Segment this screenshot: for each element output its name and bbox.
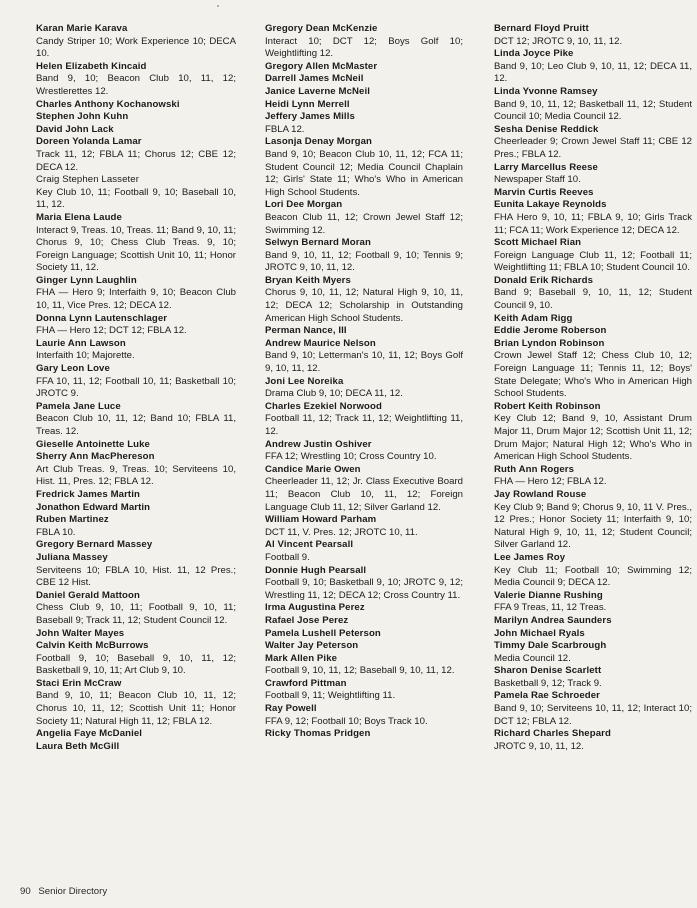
directory-column-2: [265, 23, 463, 741]
student-name: Linda Yvonne Ramsey: [494, 85, 598, 97]
student-name: Bernard Floyd Pruitt: [494, 23, 589, 34]
student-activities: Band 9, 10, 11; Beacon Club 10, 11, 12; Chorus 10, 11, 12; Scottish Unit 11; Honor Society 11; Natural High 11, 12; FBLA 12.: [36, 690, 236, 727]
directory-entry: [36, 111, 236, 124]
student-name: Selwyn Bernard Moran: [265, 237, 371, 249]
directory-column-1: [36, 23, 236, 753]
student-activities: Band 9; Baseball 9, 10, 11, 12; Student Council 9, 10.: [494, 287, 692, 312]
directory-entry: [36, 728, 236, 741]
student-name: Laura Beth McGill: [36, 740, 120, 752]
directory-entry: [494, 275, 692, 313]
directory-entry: [265, 275, 463, 325]
directory-entry: [36, 174, 236, 212]
directory-entry: [265, 136, 463, 199]
directory-entry: [494, 23, 692, 48]
student-name: Ruth Ann Rogers: [494, 463, 575, 475]
student-name: Larry Marcellus Reese: [494, 161, 598, 173]
student-activities: Foreign Language Club 11, 12; Football 11; Weightlifting 11; FBLA 10; Student Council 10.: [494, 249, 692, 274]
student-name: Al Vincent Pearsall: [265, 539, 354, 551]
directory-entry: [494, 325, 692, 338]
directory-entry: [36, 741, 236, 754]
student-name: Charles Anthony Kochanowski: [36, 98, 180, 110]
student-name: Donald Erik Richards: [494, 274, 594, 286]
student-name: Ray Powell: [265, 703, 317, 715]
directory-entry: [265, 464, 463, 514]
directory-entry: [494, 640, 692, 665]
student-name: Keith Adam Rigg: [494, 312, 573, 324]
student-activities: FHA — Hero 12; FBLA 12.: [494, 476, 607, 488]
student-name: Juliana Massey: [36, 551, 108, 563]
directory-entry: [265, 628, 463, 641]
student-activities: Football 9, 10; Basketball 9, 10; JROTC 9, 12; Wrestling 11, 12; DECA 12; Cross Country 11.: [265, 577, 463, 601]
directory-entry: [265, 678, 463, 703]
student-name: Maria Elena Laude: [36, 211, 122, 223]
student-activities: Candy Striper 10; Work Experience 10; DECA 10.: [36, 35, 236, 60]
student-activities: Band 9, 10; Leo Club 9, 10, 11, 12; DECA 11, 12.: [494, 60, 692, 85]
student-name: Linda Joyce Pike: [494, 48, 574, 60]
directory-entry: [265, 728, 463, 741]
student-activities: Interfaith 10; Majorette.: [36, 350, 135, 362]
student-activities: FHA — Hero 12; DCT 12; FBLA 12.: [36, 325, 187, 337]
student-activities: Interact 9, Treas. 10, Treas. 11; Band 9, 10, 11; Chorus 9, 10; Chess Club Treas. 9, 10; Foreign Language; Scottish Unit 10, 11; Honor Society 11, 12.: [36, 224, 236, 274]
student-name: Gregory Bernard Massey: [36, 539, 153, 551]
directory-entry: [494, 590, 692, 615]
directory-entry: [265, 602, 463, 615]
student-activities: Band 9, 10, 11, 12; Basketball 11, 12; Student Council 10; Media Council 12.: [494, 98, 692, 123]
directory-entry: [36, 502, 236, 515]
directory-entry: [36, 124, 236, 137]
directory-entry: [36, 338, 236, 363]
student-name: Jeffery James Mills: [265, 111, 355, 123]
student-name: John Michael Ryals: [494, 627, 585, 639]
directory-entry: [494, 489, 692, 552]
paper-speck: [217, 5, 219, 7]
directory-entry: [494, 162, 692, 187]
directory-entry: [265, 653, 463, 678]
directory-entry: [36, 590, 236, 628]
student-name: Sherry Ann MacPhereson: [36, 451, 155, 463]
student-name: Jonathon Edward Martin: [36, 501, 151, 513]
section-title: Senior Directory: [38, 886, 108, 897]
student-name: Eddie Jerome Roberson: [494, 325, 607, 337]
student-activities: Media Council 12.: [494, 652, 571, 664]
student-activities: Band 9, 10; Letterman's 10, 11, 12; Boys Golf 9, 10, 11, 12.: [265, 350, 463, 375]
student-name: Laurie Ann Lawson: [36, 337, 126, 349]
student-name: Timmy Dale Scarbrough: [494, 640, 607, 652]
student-name: Pamela Rae Schroeder: [494, 690, 600, 702]
directory-entry: [494, 665, 692, 690]
student-name: Gregory Allen McMaster: [265, 60, 378, 72]
directory-entry: [494, 728, 692, 753]
student-name: Gregory Dean McKenzie: [265, 23, 378, 34]
student-activities: Football 9.: [265, 551, 310, 563]
directory-entry: [265, 640, 463, 653]
directory-entry: [36, 640, 236, 678]
student-name: Helen Elizabeth Kincaid: [36, 60, 147, 72]
student-activities: DCT 12; JROTC 9, 10, 11, 12.: [494, 35, 623, 47]
student-name: Staci Erin McCraw: [36, 677, 122, 689]
student-activities: Band 9, 10, 11, 12; Football 9, 10; Tennis 9; JROTC 9, 10, 11, 12.: [265, 249, 463, 274]
student-activities: Track 11, 12; FBLA 11; Chorus 12; CBE 12; DECA 12.: [36, 148, 236, 173]
directory-entry: [265, 439, 463, 464]
student-name: Brian Lyndon Robinson: [494, 337, 605, 349]
student-name: Craig Stephen Lasseter: [36, 174, 139, 186]
student-name: Doreen Yolanda Lamar: [36, 136, 142, 148]
directory-entry: [36, 678, 236, 728]
directory-entry: [494, 628, 692, 641]
student-activities: Basketball 9, 12; Track 9.: [494, 677, 602, 689]
student-name: Donnie Hugh Pearsall: [265, 564, 367, 576]
student-name: Ruben Martinez: [36, 514, 109, 526]
student-activities: Chess Club 9, 10, 11; Football 9, 10, 11; Baseball 9; Track 11, 12; Student Council 12.: [36, 602, 236, 626]
student-activities: FBLA 12.: [265, 123, 305, 135]
directory-entry: [36, 539, 236, 552]
student-name: Richard Charles Shepard: [494, 728, 611, 740]
directory-entry: [265, 325, 463, 338]
student-name: Crawford Pittman: [265, 677, 347, 689]
directory-entry: [265, 61, 463, 74]
directory-entry: [36, 514, 236, 539]
student-activities: JROTC 9, 10, 11, 12.: [494, 740, 584, 752]
directory-entry: [265, 565, 463, 603]
directory-entry: [265, 237, 463, 275]
directory-entry: [36, 451, 236, 489]
directory-entry: [494, 199, 692, 237]
student-activities: Beacon Club 10, 11, 12; Band 10; FBLA 11, Treas. 12.: [36, 413, 236, 437]
student-name: Lee James Roy: [494, 551, 566, 563]
student-name: Candice Marie Owen: [265, 463, 361, 475]
directory-entry: [265, 401, 463, 439]
student-name: Ricky Thomas Pridgen: [265, 728, 371, 740]
directory-entry: [494, 48, 692, 86]
student-name: Robert Keith Robinson: [494, 400, 601, 412]
student-name: John Walter Mayes: [36, 627, 125, 639]
student-activities: Key Club 12; Band 9, 10, Assistant Drum Major 11, Drum Major 12; Scottish Unit 11, 12; Drum Major; Natural High 12; Who's Who in American High School Students.: [494, 413, 692, 463]
directory-entry: [494, 552, 692, 590]
student-name: Marvin Curtis Reeves: [494, 186, 594, 198]
student-activities: Cheerleader 9; Crown Jewel Staff 11; CBE 12 Pres.; FBLA 12.: [494, 136, 692, 160]
directory-entry: [265, 338, 463, 376]
student-activities: FFA 10, 11, 12; Football 10, 11; Basketball 10; JROTC 9.: [36, 375, 236, 400]
student-name: Pamela Lushell Peterson: [265, 627, 381, 639]
student-name: Charles Ezekiel Norwood: [265, 400, 382, 412]
directory-entry: [265, 199, 463, 237]
student-name: Andrew Justin Oshiver: [265, 438, 372, 450]
directory-entry: [265, 703, 463, 728]
student-name: Scott Michael Rian: [494, 237, 582, 249]
directory-entry: [36, 99, 236, 112]
directory-entry: [265, 615, 463, 628]
page-number: 90: [20, 886, 31, 897]
student-name: Daniel Gerald Mattoon: [36, 589, 140, 601]
directory-entry: [265, 376, 463, 401]
directory-entry: [36, 212, 236, 275]
student-name: Jay Rowland Rouse: [494, 488, 587, 500]
directory-entry: [494, 313, 692, 326]
student-activities: Football 9, 11; Weightlifting 11.: [265, 690, 396, 702]
student-name: William Howard Parham: [265, 514, 377, 526]
student-activities: FHA — Hero 9; Interfaith 9, 10; Beacon Club 10, 11, Vice Pres. 12; DECA 12.: [36, 287, 236, 312]
student-activities: FFA 12; Wrestling 10; Cross Country 10.: [265, 451, 437, 463]
student-name: Rafael Jose Perez: [265, 614, 349, 626]
directory-entry: [494, 237, 692, 275]
student-name: Janice Laverne McNeil: [265, 85, 371, 97]
student-activities: Drama Club 9, 10; DECA 11, 12.: [265, 388, 403, 400]
student-activities: Serviteens 10; FBLA 10, Hist. 11, 12 Pres.; CBE 12 Hist.: [36, 564, 236, 589]
student-name: Donna Lynn Lautenschlager: [36, 312, 168, 324]
directory-entry: [36, 275, 236, 313]
directory-entry: [494, 401, 692, 464]
student-activities: FFA 9 Treas, 11, 12 Treas.: [494, 602, 607, 614]
directory-entry: [265, 539, 463, 564]
student-activities: DCT 11, V. Pres. 12; JROTC 10, 11.: [265, 526, 418, 538]
directory-entry: [265, 23, 463, 61]
directory-entry: [36, 363, 236, 401]
student-activities: Key Club 10, 11; Football 9, 10; Baseball 10, 11, 12.: [36, 186, 236, 211]
student-name: Valerie Dianne Rushing: [494, 589, 603, 601]
student-activities: Football 11, 12; Track 11, 12; Weightlifting 11, 12.: [265, 413, 463, 437]
student-name: Walter Jay Peterson: [265, 640, 359, 652]
directory-entry: [36, 313, 236, 338]
directory-entry: [494, 124, 692, 162]
student-activities: Crown Jewel Staff 12; Chess Club 10, 12; Foreign Language 11; Tennis 11, 12; Boys' State Delegate; Who's Who in American High School Students.: [494, 350, 692, 400]
student-name: Calvin Keith McBurrows: [36, 640, 149, 652]
directory-entry: [265, 99, 463, 112]
student-activities: Key Club 9; Band 9; Chorus 9, 10, 11 V. Pres., 12 Pres.; Honor Society 11; Interfaith 9, 10; Natural High 9, 10, 11, 12; Student Council; Silver Garland 12.: [494, 501, 692, 551]
student-activities: Newspaper Staff 10.: [494, 174, 581, 186]
directory-entry: [36, 439, 236, 452]
student-name: Heidi Lynn Merrell: [265, 98, 350, 110]
student-name: Lori Dee Morgan: [265, 199, 343, 211]
directory-entry: [494, 338, 692, 401]
student-activities: Band 9, 10; Beacon Club 10, 11, 12; Wrestlerettes 12.: [36, 73, 236, 97]
directory-entry: [36, 489, 236, 502]
student-name: Gary Leon Love: [36, 363, 110, 375]
student-activities: Football 9, 10; Baseball 9, 10, 11, 12; Basketball 9, 10, 11; Art Club 9, 10.: [36, 652, 236, 677]
directory-entry: [265, 514, 463, 539]
student-name: Karan Marie Karava: [36, 23, 128, 34]
student-activities: FHA Hero 9, 10, 11; FBLA 9, 10; Girls Track 11; FCA 11; Work Experience 12; DECA 12.: [494, 211, 692, 236]
student-name: Joni Lee Noreika: [265, 375, 344, 387]
directory-entry: [494, 464, 692, 489]
student-name: Sesha Denise Reddick: [494, 123, 599, 135]
student-activities: Key Club 11; Football 10; Swimming 12; Media Council 9; DECA 12.: [494, 564, 692, 589]
student-activities: FFA 9, 12; Football 10; Boys Track 10.: [265, 715, 428, 727]
directory-entry: [265, 111, 463, 136]
student-activities: Chorus 9, 10, 11, 12; Natural High 9, 10, 11, 12; DECA 12; Scholarship in Outstanding American High School Students.: [265, 287, 463, 324]
student-name: Gieselle Antoinette Luke: [36, 438, 150, 450]
student-name: Pamela Jane Luce: [36, 400, 121, 412]
directory-entry: [265, 86, 463, 99]
directory-entry: [36, 136, 236, 174]
student-name: Fredrick James Martin: [36, 488, 140, 500]
student-activities: FBLA 10.: [36, 526, 76, 538]
student-name: Irma Augustina Perez: [265, 602, 365, 614]
directory-entry: [265, 73, 463, 86]
student-activities: Interact 10; DCT 12; Boys Golf 10; Weightlifting 12.: [265, 35, 463, 60]
directory-column-3: [494, 23, 692, 753]
student-activities: Band 9, 10; Beacon Club 10, 11, 12; FCA 11; Student Council 12; Media Council Chaplain 12; Girls' State 11; Who's Who in American High School Students.: [265, 148, 463, 198]
student-activities: Band 9, 10; Serviteens 10, 11, 12; Interact 10; DCT 12; FBLA 12.: [494, 703, 692, 727]
student-name: Sharon Denise Scarlett: [494, 665, 602, 677]
directory-entry: [494, 690, 692, 728]
student-name: Stephen John Kuhn: [36, 111, 129, 123]
student-name: Marilyn Andrea Saunders: [494, 614, 612, 626]
student-name: Andrew Maurice Nelson: [265, 337, 376, 349]
student-name: David John Lack: [36, 123, 114, 135]
directory-entry: [36, 61, 236, 99]
directory-entry: [494, 86, 692, 124]
student-name: Perman Nance, III: [265, 325, 347, 337]
directory-entry: [36, 401, 236, 439]
student-name: Bryan Keith Myers: [265, 274, 351, 286]
directory-entry: [494, 187, 692, 200]
student-activities: Football 9, 10, 11, 12; Baseball 9, 10, 11, 12.: [265, 665, 455, 677]
directory-entry: [494, 615, 692, 628]
student-name: Darrell James McNeil: [265, 73, 364, 85]
student-name: Mark Allen Pike: [265, 652, 338, 664]
directory-entry: [36, 628, 236, 641]
student-activities: Art Club Treas. 9, Treas. 10; Serviteens 10, Hist. 11, Pres. 12; FBLA 12.: [36, 463, 236, 488]
directory-entry: [36, 23, 236, 61]
student-name: Lasonja Denay Morgan: [265, 136, 373, 148]
student-activities: Beacon Club 11, 12; Crown Jewel Staff 12; Swimming 12.: [265, 211, 463, 236]
student-name: Ginger Lynn Laughlin: [36, 274, 137, 286]
student-name: Eunita Lakaye Reynolds: [494, 199, 607, 211]
student-activities: Cheerleader 11, 12; Jr. Class Executive Board 11; Beacon Club 10, 11, 12; Foreign Language Club 11, 12; Silver Garland 12.: [265, 476, 463, 513]
directory-entry: [36, 552, 236, 590]
page-footer: [20, 886, 107, 897]
student-name: Angelia Faye McDaniel: [36, 728, 143, 740]
